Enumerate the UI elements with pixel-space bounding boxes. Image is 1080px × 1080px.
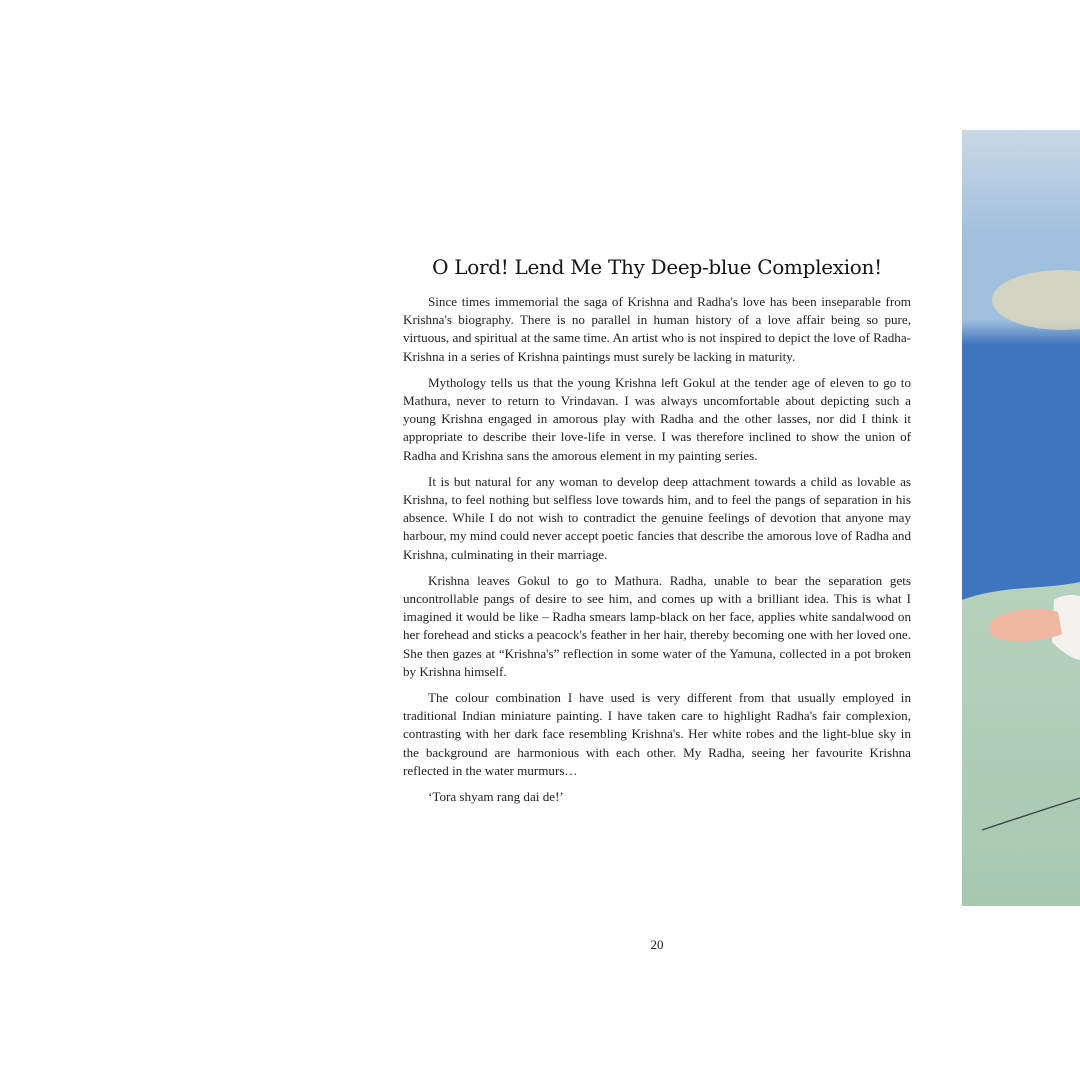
book-page-text: [403, 255, 911, 806]
painting-sky: [962, 130, 1080, 630]
paragraph-2: Mythology tells us that the young Krishna left Gokul at the tender age of eleven to go to Mathura, never to return to Vrindavan. I was always uncomfortable about depicting such a young Krishna engaged in amorous play with Radha and the other lasses, nor did I think it appropriate to describe their love-life in verse. I was therefore inclined to show the union of Radha and Krishna sans the amorous element in my painting series.: [403, 374, 911, 463]
paragraph-1: Since times immemorial the saga of Krishna and Radha's love has been inseparable from Krishna's biography. There is no parallel in human history of a love affair being so pure, virtuous, and spiritual at the same time. An artist who is not inspired to depict the love of Radha-Krishna in a series of Krishna paintings must surely be lacking in maturity.: [403, 294, 911, 364]
page-number: 20: [650, 937, 664, 952]
paragraph-5: The colour combination I have used is very different from that usually employed in traditional Indian miniature painting. I have taken care to highlight Radha's fair complexion, contrasting with her dark face resembling Krishna's. Her white robes and the light-blue sky in the background are harmonious with each other. My Radha, seeing her favourite Krishna reflected in the water murmurs…: [403, 690, 911, 778]
closing-quote: ‘Tora shyam rang dai de!’: [428, 789, 564, 805]
painting-image: [962, 130, 1080, 906]
chapter-title: O Lord! Lend Me Thy Deep-blue Complexion!: [432, 255, 882, 279]
paragraph-4: Krishna leaves Gokul to go to Mathura. Radha, unable to bear the separation gets uncontrollable pangs of desire to see him, and comes up with a brilliant idea. This is what I imagined it would be like – Radha smears lamp-black on her face, applies white sandalwood on her forehead and sticks a peacock's feather in her hair, thereby becoming one with her loved one. She then gazes at “Krishna's” reflection in some water of the Yamuna, collected in a pot broken by Krishna himself.: [403, 572, 911, 679]
paragraph-3: It is but natural for any woman to develop deep attachment towards a child as lovable as Krishna, to feel nothing but selfless love towards him, and to feel the pangs of separation in his absence. While I do not wish to contradict the genuine feelings of devotion that anyone may harbour, my mind could never accept poetic fancies that describe the amorous love of Radha and Krishna, culminating in their marriage.: [403, 473, 911, 562]
painting-illustration: [962, 130, 1080, 906]
